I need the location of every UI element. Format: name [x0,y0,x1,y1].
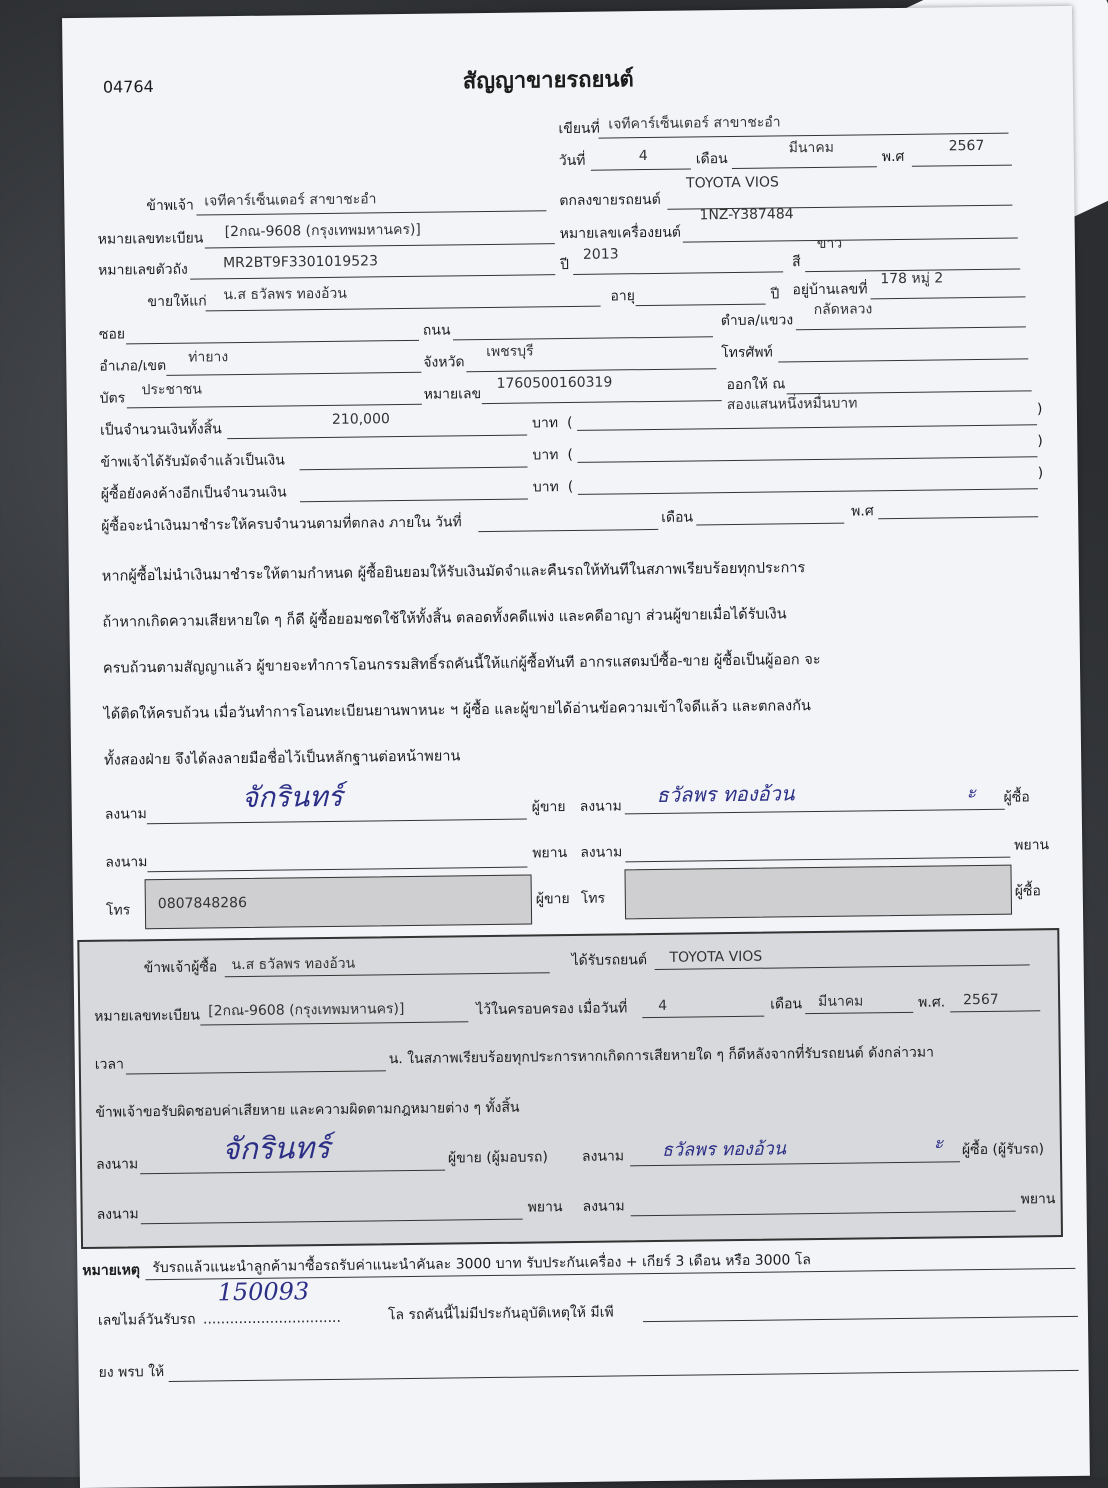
received-value: TOYOTA VIOS [669,948,763,966]
receipt-witness1-role: พยาน [527,1199,563,1216]
deposit-baht: บาท [532,447,559,464]
date-value: 4 [638,148,648,165]
seller-sign-label: ลงนาม [104,806,147,823]
terms-line: ครบถ้วนตามสัญญาแล้ว ผู้ขายจะทำการโอนกรรมสิทธิ์รถคันนี้ให้แก่ผู้ซื้อทันที อากรแสตมป์ซื้อ-ขาย ผู้ซื้อเป็นผู้ออก จะ [102,651,821,677]
receipt-buyer-sign-label: ลงนาม [581,1148,625,1165]
receipt-month-value: มีนาคม [818,993,864,1011]
age-unit: ปี [770,286,780,303]
seller-phone-value: 0807848286 [157,894,248,913]
paren-close: ) [1036,401,1043,418]
seller-value: เจทีคาร์เซ็นเตอร์ สาขาชะอำ [204,191,377,210]
receipt-year-value: 2567 [963,991,999,1009]
terms-line: ทั้งสองฝ่าย จึงได้ลงลายมือชื่อไว้เป็นหลักฐานต่อหน้าพยาน [104,748,461,769]
buyer-sign-label: ลงนาม [579,798,622,815]
receipt-witness1-sign-label: ลงนาม [96,1206,139,1223]
sell-vehicle-label: ตกลงขายรถยนต์ [559,191,661,210]
district-value: ท่ายาง [188,349,229,366]
total-baht: บาท [531,415,559,432]
card-label: บัตร [99,390,126,407]
remaining-baht: บาท [532,479,559,496]
receipt-month-label: เดือน [770,996,803,1013]
total-value: 210,000 [331,411,390,428]
id-label: หมายเลข [423,386,482,403]
year-made-label: ปี [559,256,570,274]
province-value: เพชรบุรี [486,343,534,361]
age-label: อายุ [610,288,636,305]
terms-line: ถ้าหากเกิดความเสียหายใด ๆ ก็ดี ผู้ซื้อยอมชดใช้ให้ทั้งสิ้น ตลอดทั้งคดีแพ่ง และคดีอาญา ส่วนผู้ขายเมื่อได้รับเงิน [102,606,787,631]
phone-label: โทรศัพท์ [721,344,773,362]
buyer-phone-label: โทร [580,890,606,907]
mileage-suffix: โล รถคันนี้ไม่มีประกันอุบัติเหตุให้ มีเพี [387,1304,614,1324]
due-month-label: เดือน [661,509,694,526]
time-label: เวลา [94,1056,125,1073]
chassis-label: หมายเลขตัวถัง [98,261,188,279]
receipt-year-label: พ.ศ. [918,994,946,1011]
contract-document [62,6,1090,1488]
receipt-buyer-signature: ธวัลพร ทองอ้วน [661,1138,787,1161]
seller-label: ข้าพเจ้า [146,197,194,215]
written-at-label: เขียนที่ [558,120,600,138]
time-suffix: น. ในสภาพเรียบร้อยทุกประการหากเกิดการเสียหายใด ๆ ก็ดีหลังจากที่รับรถยนต์ ดังกล่าวมา [388,1044,935,1068]
terms-line: ได้ติดให้ครบถ้วน เมื่อวันทำการโอนทะเบียนยานพาหนะ ฯ ผู้ซื้อ และผู้ขายได้อ่านข้อความเข้าใจดีแล้ว และตกลงกัน [103,698,812,723]
document-number: 04764 [102,77,154,97]
liability-text: ข้าพเจ้าขอรับผิดชอบค่าเสียหาย และความผิดตามกฎหมายต่าง ๆ ทั้งสิ้น [95,1099,520,1121]
buyer-phone-role: ผู้ซื้อ [1014,883,1042,900]
month-value: มีนาคม [788,139,835,157]
remark-label: หมายเหตุ [82,1262,141,1280]
written-at-value: เจทีคาร์เซ็นเตอร์ สาขาชะอำ [608,114,781,133]
soi-label: ซอย [98,326,126,343]
province-label: จังหวัด [423,354,465,371]
sell-to-label: ขายให้แก่ [147,293,207,311]
receipt-date-value: 4 [658,997,668,1014]
receipt-seller-signature: จักรินทร์ [221,1130,331,1168]
reg-label: หมายเลขทะเบียน [97,230,204,248]
receipt-buyer-value: น.ส ธวัลพร ทองอ้วน [231,955,356,974]
date-label: วันที่ [558,152,586,170]
witness1-sign-label: ลงนาม [105,854,148,871]
mileage-dots: ............................... [202,1309,342,1328]
year-made-value: 2013 [582,246,619,263]
buyer-role: ผู้ซื้อ [1003,789,1030,806]
remaining-label: ผู้ซื้อยังคงค้างอีกเป็นจำนวนเงิน [100,484,287,503]
house-value: 178 หมู่ 2 [880,270,944,288]
mileage-label: เลขไมล์วันรับรถ [97,1311,196,1329]
witness2-role: พยาน [1014,837,1050,854]
buyer-signature: ธวัลพร ทองอ้วน [656,781,795,807]
receipt-buyer-role: ผู้ซื้อ (ผู้รับรถ) [961,1141,1045,1159]
district-label: อำเภอ/เขต [99,357,167,375]
paren-close: ) [1037,465,1044,482]
receipt-reg-value: [2กณ-9608 (กรุงเทพมหานคร)] [208,1001,405,1020]
receipt-buyer-mark: ะ [933,1132,944,1154]
paren-close: ) [1037,433,1043,450]
received-label: ได้รับรถยนต์ [571,952,648,970]
sell-vehicle-value: TOYOTA VIOS [686,174,779,192]
witness2-sign-label: ลงนาม [580,844,623,861]
year-value: 2567 [948,137,985,155]
reg-value: [2กณ-9608 (กรุงเทพมหานคร)] [224,221,421,241]
seller-phone-box [145,874,533,929]
color-label: สี [791,254,801,271]
total-label: เป็นจำนวนเงินทั้งสิ้น [99,421,222,439]
receipt-reg-label: หมายเลขทะเบียน [94,1007,200,1025]
chassis-value: MR2BT9F3301019523 [222,253,379,272]
mileage-handwritten: 150093 [217,1277,310,1307]
due-label: ผู้ซื้อจะนำเงินมาชำระให้ครบจำนวนตามที่ตกลง ภายใน วันที่ [101,514,462,535]
terms-line: หากผู้ซื้อไม่นำเงินมาชำระให้ตามกำหนด ผู้ซื้อยินยอมให้รับเงินมัดจำและคืนรถให้ทันทีในสภาพเรียบร้อยทุกประการ [101,560,806,585]
document-title: สัญญาขายรถยนต์ [462,67,634,95]
receipt-seller-role: ผู้ขาย (ผู้มอบรถ) [447,1149,549,1167]
buyer-phone-box [624,865,1012,920]
witness1-role: พยาน [532,845,568,862]
receipt-seller-sign-label: ลงนาม [95,1156,139,1173]
receipt-witness2-role: พยาน [1020,1191,1056,1208]
seller-role: ผู้ขาย [531,799,566,816]
vehicle-receipt-section [77,928,1063,1249]
receipt-buyer-label: ข้าพเจ้าผู้ซื้อ [143,959,218,977]
issued-label: ออกให้ ณ [726,376,786,394]
road-label: ถนน [422,322,451,339]
id-value: 1760500160319 [496,374,613,392]
paren-open: ( [567,446,573,464]
remark-value: รับรถแล้วแนะนำลูกค้ามาซื้อรถรับค่าแนะนำคันละ 3000 บาท รับประกันเครื่อง + เกียร์ 3 เดือน หรือ 3000 โล [152,1252,812,1277]
buyer-mark: ะ [966,782,977,804]
house-label: อยู่บ้านเลขที่ [792,281,868,299]
color-value: ขาว [816,235,843,252]
total-words: สองแสนหนึ่งหมื่นบาท [726,395,858,414]
possess-label: ไว้ในครอบครอง เมื่อวันที่ [476,1000,628,1019]
paren-open: ( [566,414,573,432]
seller-phone-label: โทร [105,902,131,919]
paren-open: ( [567,478,574,496]
sell-to-value: น.ส ธวัลพร ทองอ้วน [223,285,348,304]
seller-phone-role: ผู้ขาย [535,891,570,908]
subdistrict-value: กลัดหลวง [813,301,873,319]
due-year-label: พ.ศ [851,503,874,520]
subdistrict-label: ตำบล/แขวง [720,312,794,330]
card-value: ประชาชน [141,381,203,399]
month-label: เดือน [695,151,728,168]
deposit-label: ข้าพเจ้าได้รับมัดจำแล้วเป็นเงิน [100,452,285,471]
seller-signature: จักรินทร์ [241,779,343,815]
notes-line3: ยง พรบ ให้ [98,1364,165,1381]
engine-label: หมายเลขเครื่องยนต์ [559,224,682,243]
engine-value: 1NZ-Y387484 [699,206,794,224]
year-label: พ.ศ [881,148,905,166]
receipt-witness2-sign-label: ลงนาม [582,1198,625,1215]
